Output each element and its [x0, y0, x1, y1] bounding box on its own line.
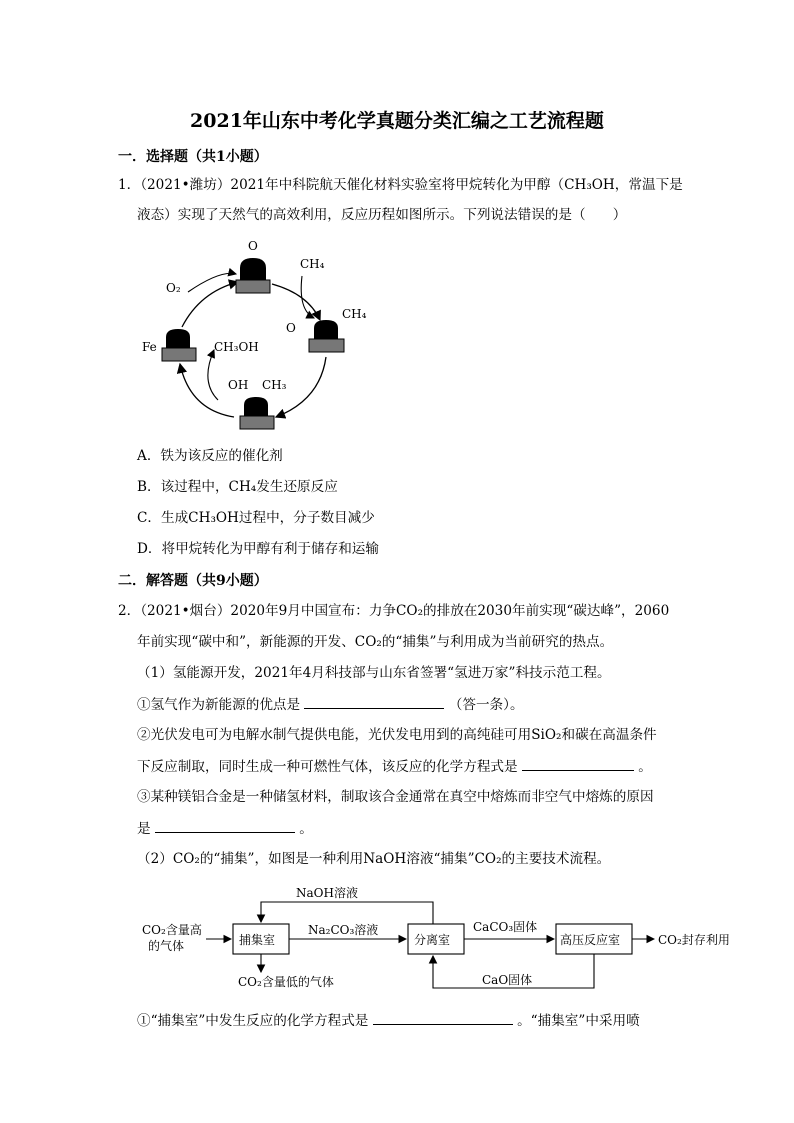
cycle-arc-bottom-left	[180, 364, 234, 417]
section-heading-answer: 二．解答题（共9小题）	[118, 573, 268, 589]
option-a: A．铁为该反应的催化剂	[137, 448, 283, 464]
label-separator: 分离室	[414, 933, 451, 947]
question-2-line-2: 年前实现“碳中和”，新能源的开发、CO₂的“捕集”与利用成为当前研究的热点。	[137, 634, 614, 650]
ch4-input-arrow	[301, 276, 314, 318]
answer-blank[interactable]	[155, 818, 295, 833]
catalyst-site-right	[309, 320, 344, 352]
label-o-right: O	[286, 321, 296, 335]
question-1-line-1: 1．（2021•潍坊）2021年中科院航天催化材料实验室将甲烷转化为甲醇（CH₃OH，常温下是	[118, 177, 683, 193]
ch3oh-output-arrow	[208, 350, 218, 400]
option-c: C．生成CH₃OH过程中，分子数目减少	[137, 510, 375, 526]
label-caco3-solid: CaCO₃固体	[473, 920, 538, 934]
page-title: 2021年山东中考化学真题分类汇编之工艺流程题	[190, 110, 604, 132]
label-low-co2-gas: CO₂含量低的气体	[238, 975, 334, 989]
sub-question-2-line-2	[137, 756, 652, 777]
label-reactor: 高压反应室	[560, 933, 621, 947]
catalyst-site-top	[236, 258, 270, 293]
label-ch4-right: CH₄	[342, 307, 367, 321]
sub-question-1-text: ①氢气作为新能源的优点是	[137, 697, 301, 713]
catalyst-site-bottom	[240, 397, 274, 429]
sub-question-1	[137, 694, 524, 715]
label-o2: O₂	[166, 281, 181, 295]
part-2-intro: （2）CO₂的“捕集”，如图是一种利用NaOH溶液“捕集”CO₂的主要技术流程。	[137, 851, 611, 867]
label-ch4-arrow: CH₄	[300, 257, 325, 271]
sub-question-3-suffix: 。	[299, 821, 313, 837]
option-b: B．该过程中，CH₄发生还原反应	[137, 479, 338, 495]
sub-question-last-text: ①“捕集室”中发生反应的化学方程式是	[137, 1013, 369, 1029]
cycle-arc-top-right	[272, 284, 320, 320]
co2-capture-flow-diagram	[130, 880, 740, 995]
question-1-line-2: 液态）实现了天然气的高效利用，反应历程如图所示。下列说法错误的是（ ）	[137, 207, 627, 223]
label-cao-solid: CaO固体	[482, 973, 533, 987]
label-capture-chamber: 捕集室	[239, 933, 276, 947]
sub-question-3-text: 是	[137, 821, 151, 837]
reaction-cycle-diagram	[130, 232, 370, 437]
label-input-line-2: 的气体	[148, 939, 185, 953]
sub-question-2-line-1: ②光伏发电可为电解水制气提供电能，光伏发电用到的高纯硅可用SiO₂和碳在高温条件	[137, 727, 657, 743]
part-1-intro: （1）氢能源开发，2021年4月科技部与山东省签署“氢进万家”科技示范工程。	[137, 665, 611, 681]
answer-blank[interactable]	[304, 694, 444, 709]
sub-question-1-suffix: （答一条）。	[448, 697, 524, 713]
label-oh: OH	[228, 378, 249, 392]
label-o-top: O	[248, 239, 258, 253]
label-ch3oh: CH₃OH	[214, 340, 259, 354]
section-heading-choice: 一．选择题（共1小题）	[118, 149, 268, 165]
label-fe: Fe	[142, 340, 157, 354]
cycle-arc-left-top	[182, 282, 238, 327]
catalyst-site-left	[162, 329, 196, 361]
sub-question-3-line-1: ③某种镁铝合金是一种储氢材料，制取该合金通常在真空中熔炼而非空气中熔炼的原因	[137, 789, 654, 805]
label-naoh-solution: NaOH溶液	[296, 886, 358, 900]
question-2-line-1: 2．（2021•烟台）2020年9月中国宣布：力争CO₂的排放在2030年前实现“碳达峰”，2060	[118, 603, 670, 619]
option-d: D．将甲烷转化为甲醇有利于储存和运输	[137, 541, 379, 557]
label-na2co3-solution: Na₂CO₃溶液	[308, 923, 379, 937]
sub-question-2-text: 下反应制取，同时生成一种可燃性气体，该反应的化学方程式是	[137, 759, 518, 775]
label-co2-storage: CO₂封存利用	[658, 933, 730, 947]
o2-input-arrow	[188, 273, 236, 292]
sub-question-last-suffix: 。“捕集室”中采用喷	[517, 1013, 640, 1029]
answer-blank[interactable]	[373, 1010, 513, 1025]
answer-blank[interactable]	[522, 756, 634, 771]
label-input-line-1: CO₂含量高	[142, 923, 202, 937]
sub-question-last	[137, 1010, 640, 1031]
sub-question-2-suffix: 。	[638, 759, 652, 775]
sub-question-3-line-2	[137, 818, 313, 839]
label-ch3: CH₃	[262, 378, 287, 392]
